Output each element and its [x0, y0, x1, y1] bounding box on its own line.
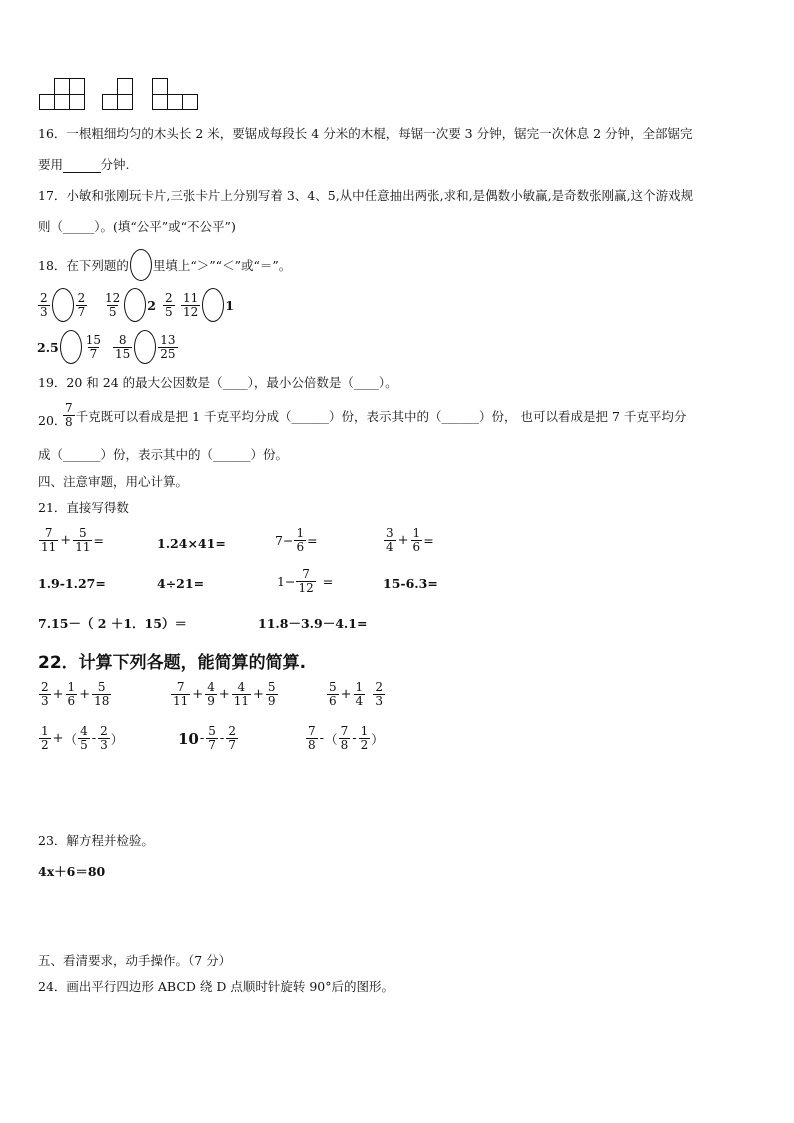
answer-oval[interactable] [124, 288, 146, 322]
q20-num-prefix: 20． [38, 413, 67, 428]
answer-oval[interactable] [52, 288, 74, 322]
q18-item-5: $\frac{8}{15}$ $\frac{13}{25}$ [112, 330, 179, 364]
q21-r2-e2: 4÷21= [157, 576, 205, 591]
q18-item-3: $\frac{11}{12}$ 1 [180, 288, 234, 322]
shape-grid-2 [102, 78, 134, 110]
q16-text-a: 要用 [38, 157, 64, 172]
q21-r3-e1: 7.15－（ 2 ＋1．15）＝ [38, 616, 187, 631]
q23-equation: 4x＋6＝80 [38, 864, 106, 879]
q18-item-4: 2.5 $\frac{15}{7}$ [37, 330, 104, 364]
q20-line2: 成（______）份，表示其中的（______）份。 [38, 447, 289, 462]
q22-e3: $\frac{5}{6}$ + $\frac{1}{4}$ $\frac{2}{3}$ [329, 680, 383, 708]
q22-e2: $\frac{7}{11}$ + $\frac{4}{9}$ + $\frac{4}{11}$ + $\frac{5}{9}$ [173, 680, 276, 708]
q22-e1: $\frac{2}{3}$ + $\frac{1}{6}$ + $\frac{5}{18}$ [41, 680, 110, 708]
q21-r2-e3: 1− $\frac{7}{12}$ = [277, 567, 334, 595]
q22-e5: 10 - $\frac{5}{7}$ - $\frac{2}{7}$ [178, 724, 236, 752]
q16-blank[interactable]: ______ [63, 157, 101, 172]
q20-line1: $\frac{7}{8}$ 千克既可以看成是把 1 千克平均分成（______）份，表示其中的（______）份， 也可以看成是把 7 千克平均分 [65, 401, 687, 429]
q21-r1-e1: $\frac{7}{11}$ + $\frac{5}{11}$ = [41, 526, 104, 554]
q19-line: 19．20 和 24 的最大公因数是（____），最小公倍数是（____）。 [38, 375, 398, 390]
answer-oval[interactable] [202, 288, 224, 322]
q22-e4: $\frac{1}{2}$ + （ $\frac{4}{5}$ - $\frac{2}{3}$ ） [41, 724, 124, 752]
q21-r2-e4: 15-6.3= [383, 576, 438, 591]
q18-item-1: $\frac{2}{3}$ $\frac{2}{7}$ [37, 288, 88, 322]
q21-r1-e3: 7− $\frac{1}{6}$ = [275, 526, 318, 554]
q21-title: 21．直接写得数 [38, 500, 129, 515]
shape-grid-1 [39, 78, 85, 110]
q18-suffix: 里填上“＞”“＜”或“＝”。 [152, 258, 292, 273]
q21-r1-e2: 1.24×41= [157, 536, 226, 551]
q18-item-2: $\frac{12}{5}$ 2 $\frac{2}{5}$ [102, 288, 176, 322]
q18-title [38, 248, 291, 282]
section4-title: 四、注意审题，用心计算。 [38, 474, 189, 489]
section5-title: 五、看清要求，动手操作。（7 分） [38, 953, 232, 968]
answer-oval[interactable] [60, 330, 82, 364]
shape-grid-3 [152, 78, 198, 110]
q21-r2-e1: 1.9-1.27= [38, 576, 106, 591]
oval-icon [130, 249, 152, 281]
q16-line2 [38, 157, 130, 173]
q21-r1-e4: $\frac{3}{4}$ + $\frac{1}{6}$ = [386, 526, 434, 554]
q23-title: 23．解方程并检验。 [38, 833, 154, 848]
answer-oval[interactable] [134, 330, 156, 364]
q22-title: 22．计算下列各题，能简算的简算. [38, 653, 307, 673]
q16-text-b: 分钟. [100, 157, 130, 172]
q17-line2: 则（_____）。(填“公平”或“不公平”) [38, 219, 236, 234]
q21-r3-e2: 11.8－3.9－4.1= [258, 616, 368, 631]
q16-line1: 16．一根粗细均匀的木头长 2 米，要锯成每段长 4 分米的木棍，每锯一次要 3 分钟，锯完一次休息 2 分钟，全部锯完 [38, 126, 693, 141]
q18-prefix: 18．在下列题的 [38, 258, 129, 273]
q17-line1: 17．小敏和张刚玩卡片,三张卡片上分别写着 3、4、5,从中任意抽出两张,求和,是偶数小敏赢,是奇数张刚赢,这个游戏规 [38, 188, 694, 203]
q24-text: 24．画出平行四边形 ABCD 绕 D 点顺时针旋转 90°后的图形。 [38, 979, 394, 994]
q22-e6: $\frac{7}{8}$ - （ $\frac{7}{8}$ - $\frac{1}{2}$ ） [308, 724, 384, 752]
